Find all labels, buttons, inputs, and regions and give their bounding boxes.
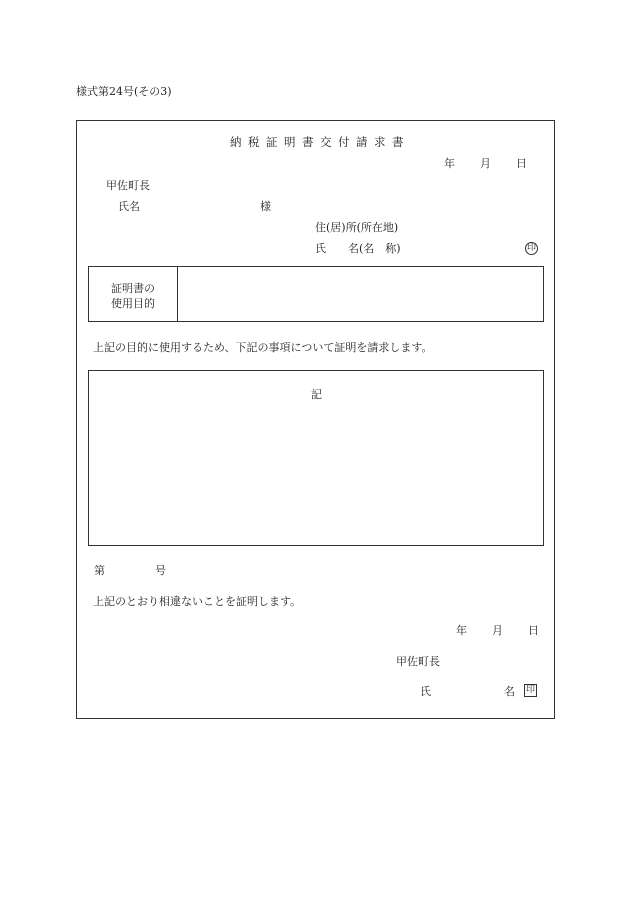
purpose-label-line1: 証明書の [111,282,155,295]
certificate-date [0,625,630,639]
certificate-month-label: 月 [492,624,503,637]
items-box [88,370,544,546]
certificate-number-prefix: 第 [94,564,105,577]
request-day-label: 日 [516,157,527,170]
applicant-address-label: 住(居)所(所在地) [315,221,399,234]
addressee-honorific: 様 [260,200,271,213]
certificate-number-suffix: 号 [155,564,166,577]
form-number: 様式第24号(その3) [76,85,172,98]
certificate-year-label: 年 [456,624,467,637]
purpose-box [88,266,544,322]
certificate-issuer: 甲佐町長 [396,655,440,668]
applicant-name-label: 氏 名(名 称) [315,242,401,255]
addressee-office: 甲佐町長 [106,179,150,192]
issuer-name-label-2: 名 [504,685,515,698]
applicant-seal-icon: 印 [526,243,536,253]
issuer-seal-icon: 印 [525,685,535,695]
request-year-label: 年 [444,157,455,170]
request-month-label: 月 [480,157,491,170]
form-title: 納税証明書交付請求書 [230,135,410,149]
request-statement: 上記の目的に使用するため、下記の事項について証明を請求します。 [93,341,433,354]
purpose-label [89,281,177,311]
purpose-divider [177,267,178,321]
addressee-name-label: 氏名 [118,200,140,213]
items-heading: 記 [311,388,322,401]
certificate-statement: 上記のとおり相違ないことを証明します。 [93,595,302,608]
certificate-day-label: 日 [528,624,539,637]
purpose-label-line2: 使用目的 [111,297,155,310]
issuer-name-label-1: 氏 [420,685,431,698]
request-date [0,158,630,172]
